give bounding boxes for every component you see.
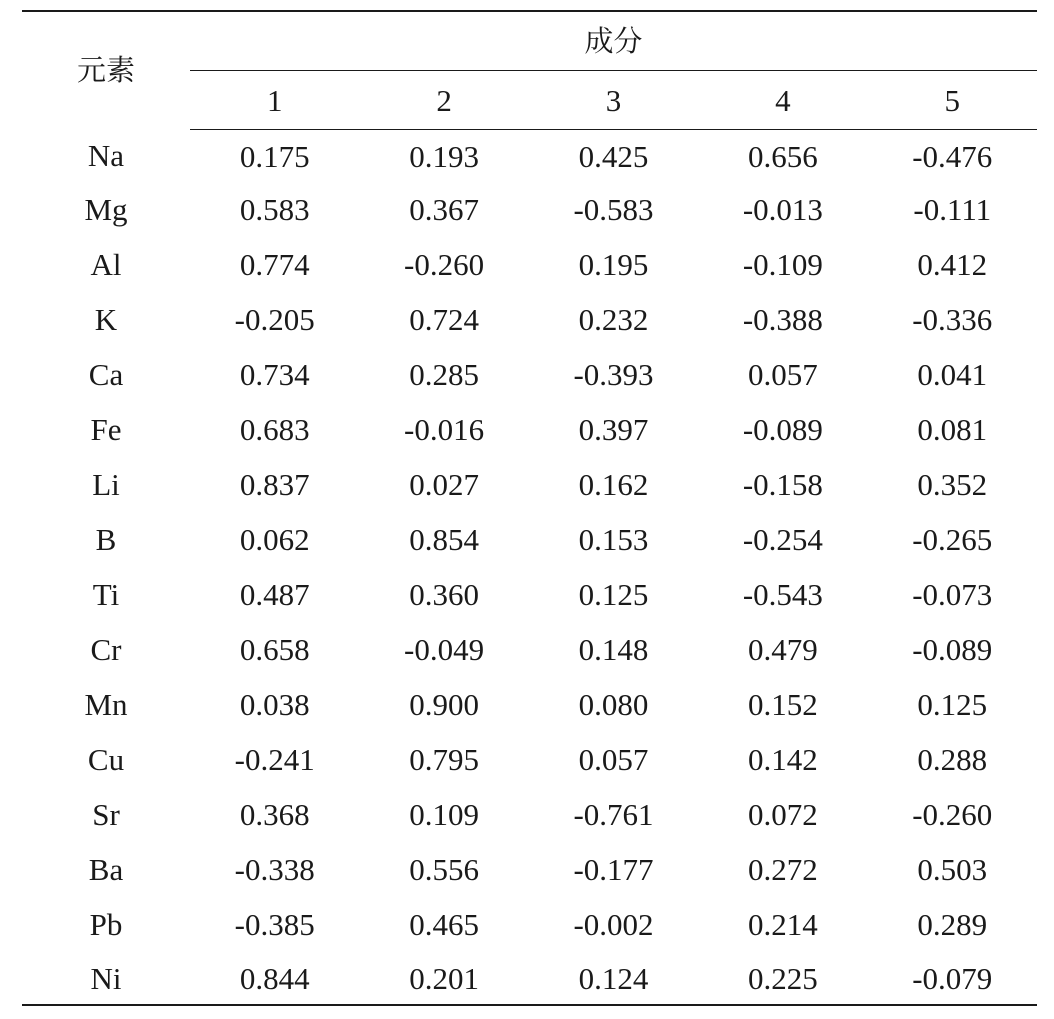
- loading-cell-component-3: -0.002: [573, 907, 654, 942]
- loading-cell-component-5: 0.352: [917, 467, 988, 502]
- element-cell: Fe: [90, 412, 122, 447]
- loading-cell-component-4: 0.142: [747, 742, 818, 777]
- loading-cell-component-2: 0.193: [409, 138, 479, 174]
- loading-cell-component-5: -0.089: [912, 632, 993, 667]
- loading-cell-component-3: 0.124: [529, 952, 698, 1005]
- table-row: [22, 402, 1037, 457]
- loading-cell-component-5: 0.125: [917, 687, 988, 722]
- loading-cell-component-1: 0.038: [239, 687, 310, 722]
- loading-cell-component-3: -0.761: [573, 797, 654, 832]
- loading-cell-component-4: 0.152: [747, 687, 818, 722]
- element-cell: Mn: [84, 687, 128, 722]
- table-row: [22, 787, 1037, 842]
- table-row: [22, 622, 1037, 677]
- loading-cell-component-5: -0.336: [912, 302, 993, 337]
- loading-cell-component-2: 0.360: [409, 577, 479, 612]
- element-cell: Ba: [88, 852, 124, 887]
- loading-cell-component-4: -0.543: [742, 577, 823, 612]
- loading-cell-component-1: 0.487: [239, 577, 310, 612]
- loading-cell-component-1: 0.837: [239, 467, 310, 502]
- loading-cell-component-4: -0.013: [742, 192, 823, 227]
- loading-cell-component-3: -0.583: [573, 192, 654, 227]
- loading-cell-component-5: 0.288: [917, 742, 988, 777]
- table-row: [22, 842, 1037, 897]
- table-row: [22, 512, 1037, 567]
- table-header: [22, 11, 1037, 130]
- table-row: [22, 457, 1037, 512]
- loading-cell-component-3: 0.162: [578, 467, 649, 502]
- loading-cell-component-3: 0.397: [578, 412, 649, 447]
- table-row: [22, 567, 1037, 622]
- table-row: [22, 897, 1037, 952]
- table-row: [22, 732, 1037, 787]
- table-row: [22, 130, 1037, 183]
- component-header-1: 1: [190, 71, 359, 130]
- loading-cell-component-2: 0.900: [409, 687, 479, 722]
- loading-cell-component-4: -0.109: [742, 247, 823, 282]
- component-group-header: 成分: [190, 11, 1037, 71]
- loading-cell-component-2: 0.465: [409, 907, 479, 942]
- table-row: [22, 347, 1037, 402]
- loading-cell-component-5: -0.073: [912, 577, 993, 612]
- loading-cell-component-2: 0.724: [409, 302, 479, 337]
- loading-cell-component-4: 0.057: [747, 357, 818, 392]
- loading-cell-component-1: 0.368: [239, 797, 310, 832]
- loading-cell-component-5: 0.081: [917, 412, 988, 447]
- component-header-5: 5: [868, 71, 1037, 130]
- table-row: [22, 182, 1037, 237]
- loading-cell-component-1: 0.583: [239, 192, 310, 227]
- loading-cell-component-2: 0.795: [409, 742, 479, 777]
- loading-cell-component-1: 0.774: [239, 247, 310, 282]
- loading-cell-component-2: 0.285: [409, 357, 479, 392]
- component-matrix-table: [22, 10, 1037, 1006]
- element-column-header: 元素: [22, 11, 190, 130]
- loading-cell-component-3: 0.195: [578, 247, 649, 282]
- element-cell: Sr: [92, 797, 120, 832]
- table-row: [22, 677, 1037, 732]
- loading-cell-component-5: -0.079: [868, 952, 1037, 1005]
- table-row: [22, 292, 1037, 347]
- loading-cell-component-2: -0.016: [404, 412, 485, 447]
- loading-cell-component-1: -0.205: [234, 302, 315, 337]
- loading-cell-component-3: 0.232: [578, 302, 649, 337]
- loading-cell-component-4: 0.225: [698, 952, 867, 1005]
- table-row: [22, 952, 1037, 1005]
- loading-cell-component-1: 0.734: [239, 357, 310, 392]
- loading-cell-component-4: 0.656: [747, 138, 818, 174]
- loading-cell-component-5: -0.260: [912, 797, 993, 832]
- element-cell: Ti: [92, 577, 120, 612]
- loading-cell-component-2: 0.556: [409, 852, 479, 887]
- loading-cell-component-1: 0.658: [239, 632, 310, 667]
- loading-cell-component-1: -0.241: [234, 742, 315, 777]
- loading-cell-component-1: 0.683: [239, 412, 310, 447]
- loading-cell-component-4: -0.158: [742, 467, 823, 502]
- loading-cell-component-2: 0.367: [409, 192, 479, 227]
- loading-cell-component-3: -0.177: [573, 852, 654, 887]
- element-cell: K: [94, 302, 118, 337]
- loading-cell-component-1: -0.385: [234, 907, 315, 942]
- loading-cell-component-3: 0.057: [578, 742, 649, 777]
- loading-cell-component-5: 0.503: [917, 852, 988, 887]
- loading-cell-component-5: 0.289: [917, 907, 988, 942]
- loading-cell-component-2: 0.109: [409, 797, 479, 832]
- loading-cell-component-5: 0.412: [917, 247, 988, 282]
- loading-cell-component-5: 0.041: [917, 357, 988, 392]
- table-body: [22, 130, 1037, 1006]
- loading-cell-component-4: -0.089: [742, 412, 823, 447]
- loading-cell-component-1: -0.338: [234, 852, 315, 887]
- table-row: [22, 237, 1037, 292]
- component-header-3: 3: [529, 71, 698, 130]
- loading-cell-component-1: 0.062: [239, 522, 310, 557]
- element-cell: B: [95, 522, 117, 557]
- element-cell: Pb: [89, 907, 123, 942]
- loading-cell-component-4: 0.214: [747, 907, 818, 942]
- element-cell: Ca: [88, 357, 124, 392]
- loading-cell-component-4: -0.388: [742, 302, 823, 337]
- component-header-4: 4: [698, 71, 867, 130]
- loading-cell-component-3: 0.425: [578, 138, 649, 174]
- loading-cell-component-3: 0.153: [578, 522, 649, 557]
- element-cell: Al: [90, 247, 122, 282]
- loading-cell-component-4: 0.479: [747, 632, 818, 667]
- loading-cell-component-3: 0.148: [578, 632, 649, 667]
- loading-cell-component-2: 0.201: [359, 952, 528, 1005]
- element-cell: Cr: [90, 632, 122, 667]
- loading-cell-component-5: -0.476: [912, 138, 993, 174]
- loading-cell-component-4: -0.254: [742, 522, 823, 557]
- element-cell: Mg: [84, 192, 128, 227]
- loading-cell-component-2: -0.260: [404, 247, 485, 282]
- element-cell: Na: [87, 138, 125, 174]
- loading-cell-component-2: 0.027: [409, 467, 479, 502]
- loading-cell-component-1: 0.175: [239, 138, 310, 174]
- loading-cell-component-1: 0.844: [190, 952, 359, 1005]
- element-cell: Ni: [22, 952, 190, 1005]
- element-cell: Cu: [87, 742, 125, 777]
- element-cell: Li: [92, 467, 120, 502]
- loading-cell-component-2: 0.854: [409, 522, 479, 557]
- loading-cell-component-5: -0.265: [912, 522, 993, 557]
- component-header-2: 2: [359, 71, 528, 130]
- loading-cell-component-5: -0.111: [913, 192, 992, 227]
- loading-cell-component-3: 0.125: [578, 577, 649, 612]
- loading-cell-component-3: 0.080: [578, 687, 649, 722]
- loading-cell-component-3: -0.393: [573, 357, 654, 392]
- loading-cell-component-4: 0.272: [747, 852, 818, 887]
- loading-cell-component-4: 0.072: [747, 797, 818, 832]
- header-row-group: [22, 11, 1037, 71]
- component-matrix-table-wrapper: [22, 10, 1037, 1006]
- loading-cell-component-2: -0.049: [404, 632, 485, 667]
